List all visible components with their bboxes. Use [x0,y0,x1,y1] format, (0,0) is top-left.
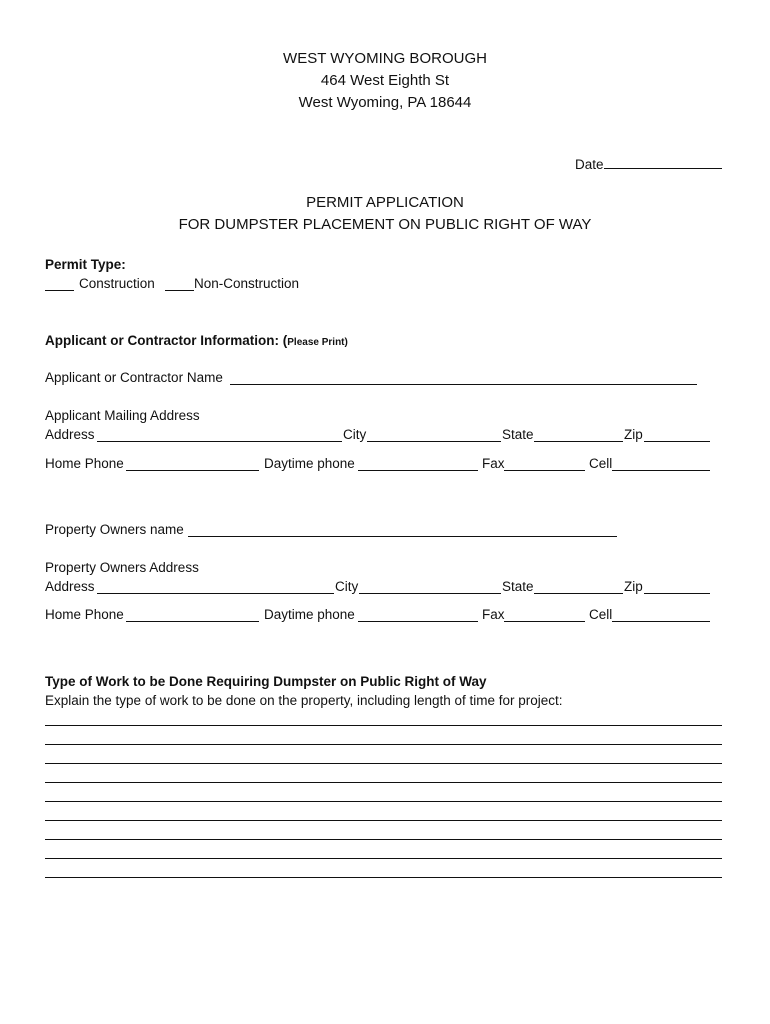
owner-cell-blank[interactable] [612,608,710,622]
owner-name-blank[interactable] [188,523,617,537]
work-section-heading: Type of Work to be Done Requiring Dumpster on Public Right of Way [45,674,487,689]
applicant-address-blank[interactable] [97,428,342,442]
work-description-line[interactable] [45,744,722,745]
work-description-line[interactable] [45,763,722,764]
applicant-fax-label: Fax [482,456,505,471]
applicant-state-label: State [502,427,534,442]
applicant-home-phone-blank[interactable] [126,457,259,471]
applicant-zip-label: Zip [624,427,643,442]
applicant-daytime-phone-blank[interactable] [358,457,478,471]
applicant-cell-blank[interactable] [612,457,710,471]
permit-type-heading: Permit Type: [45,257,126,272]
applicant-state-blank[interactable] [534,428,623,442]
construction-label: Construction [79,276,155,291]
owner-address-heading: Property Owners Address [45,560,199,575]
work-description-line[interactable] [45,725,722,726]
applicant-zip-blank[interactable] [644,428,710,442]
org-name: WEST WYOMING BOROUGH [283,50,487,67]
org-street: 464 West Eighth St [320,72,450,89]
owner-daytime-phone-blank[interactable] [358,608,478,622]
date-blank[interactable] [604,155,722,169]
date-label: Date [575,157,604,172]
work-description-line[interactable] [45,858,722,859]
non-construction-checkbox-blank[interactable] [165,277,194,291]
work-description-line[interactable] [45,782,722,783]
applicant-fax-blank[interactable] [504,457,585,471]
applicant-mailing-heading: Applicant Mailing Address [45,408,200,423]
applicant-name-field[interactable] [45,369,705,387]
applicant-section-heading [45,332,348,352]
applicant-phone-row [45,455,715,473]
applicant-daytime-phone-label: Daytime phone [264,456,355,471]
owner-fax-blank[interactable] [504,608,585,622]
applicant-address-row [45,426,715,444]
owner-address-label: Address [45,579,95,594]
applicant-city-label: City [343,427,367,442]
owner-city-label: City [335,579,359,594]
work-description-line[interactable] [45,801,722,802]
applicant-cell-label: Cell [589,456,613,471]
non-construction-label: Non-Construction [194,276,300,291]
owner-name-label: Property Owners name [45,522,184,537]
owner-address-row [45,578,715,596]
work-description-line[interactable] [45,820,722,821]
applicant-name-label: Applicant or Contractor Name [45,370,223,385]
work-instructions: Explain the type of work to be done on the property, including length of time for project: [45,693,563,708]
owner-phone-row [45,606,715,624]
construction-checkbox-blank[interactable] [45,277,74,291]
applicant-heading-text: Applicant or Contractor Information: ( [45,333,288,348]
form-title: PERMIT APPLICATION [306,194,464,211]
owner-address-blank[interactable] [97,580,334,594]
owner-daytime-phone-label: Daytime phone [264,607,355,622]
owner-home-phone-label: Home Phone [45,607,124,622]
applicant-city-blank[interactable] [367,428,501,442]
applicant-home-phone-label: Home Phone [45,456,124,471]
owner-fax-label: Fax [482,607,505,622]
owner-state-label: State [502,579,534,594]
applicant-name-blank[interactable] [230,371,697,385]
owner-zip-label: Zip [624,579,643,594]
org-city-state-zip: West Wyoming, PA 18644 [298,94,472,111]
owner-home-phone-blank[interactable] [126,608,259,622]
owner-city-blank[interactable] [359,580,501,594]
applicant-address-label: Address [45,427,95,442]
permit-type-options [45,275,345,293]
owner-zip-blank[interactable] [644,580,710,594]
owner-cell-label: Cell [589,607,613,622]
date-field[interactable] [575,155,722,174]
please-print-note: Please Print) [287,337,348,348]
work-description-line[interactable] [45,839,722,840]
owner-state-blank[interactable] [534,580,623,594]
owner-name-field[interactable] [45,521,625,539]
form-subtitle: FOR DUMPSTER PLACEMENT ON PUBLIC RIGHT OF WAY [178,216,592,233]
work-description-line[interactable] [45,877,722,878]
